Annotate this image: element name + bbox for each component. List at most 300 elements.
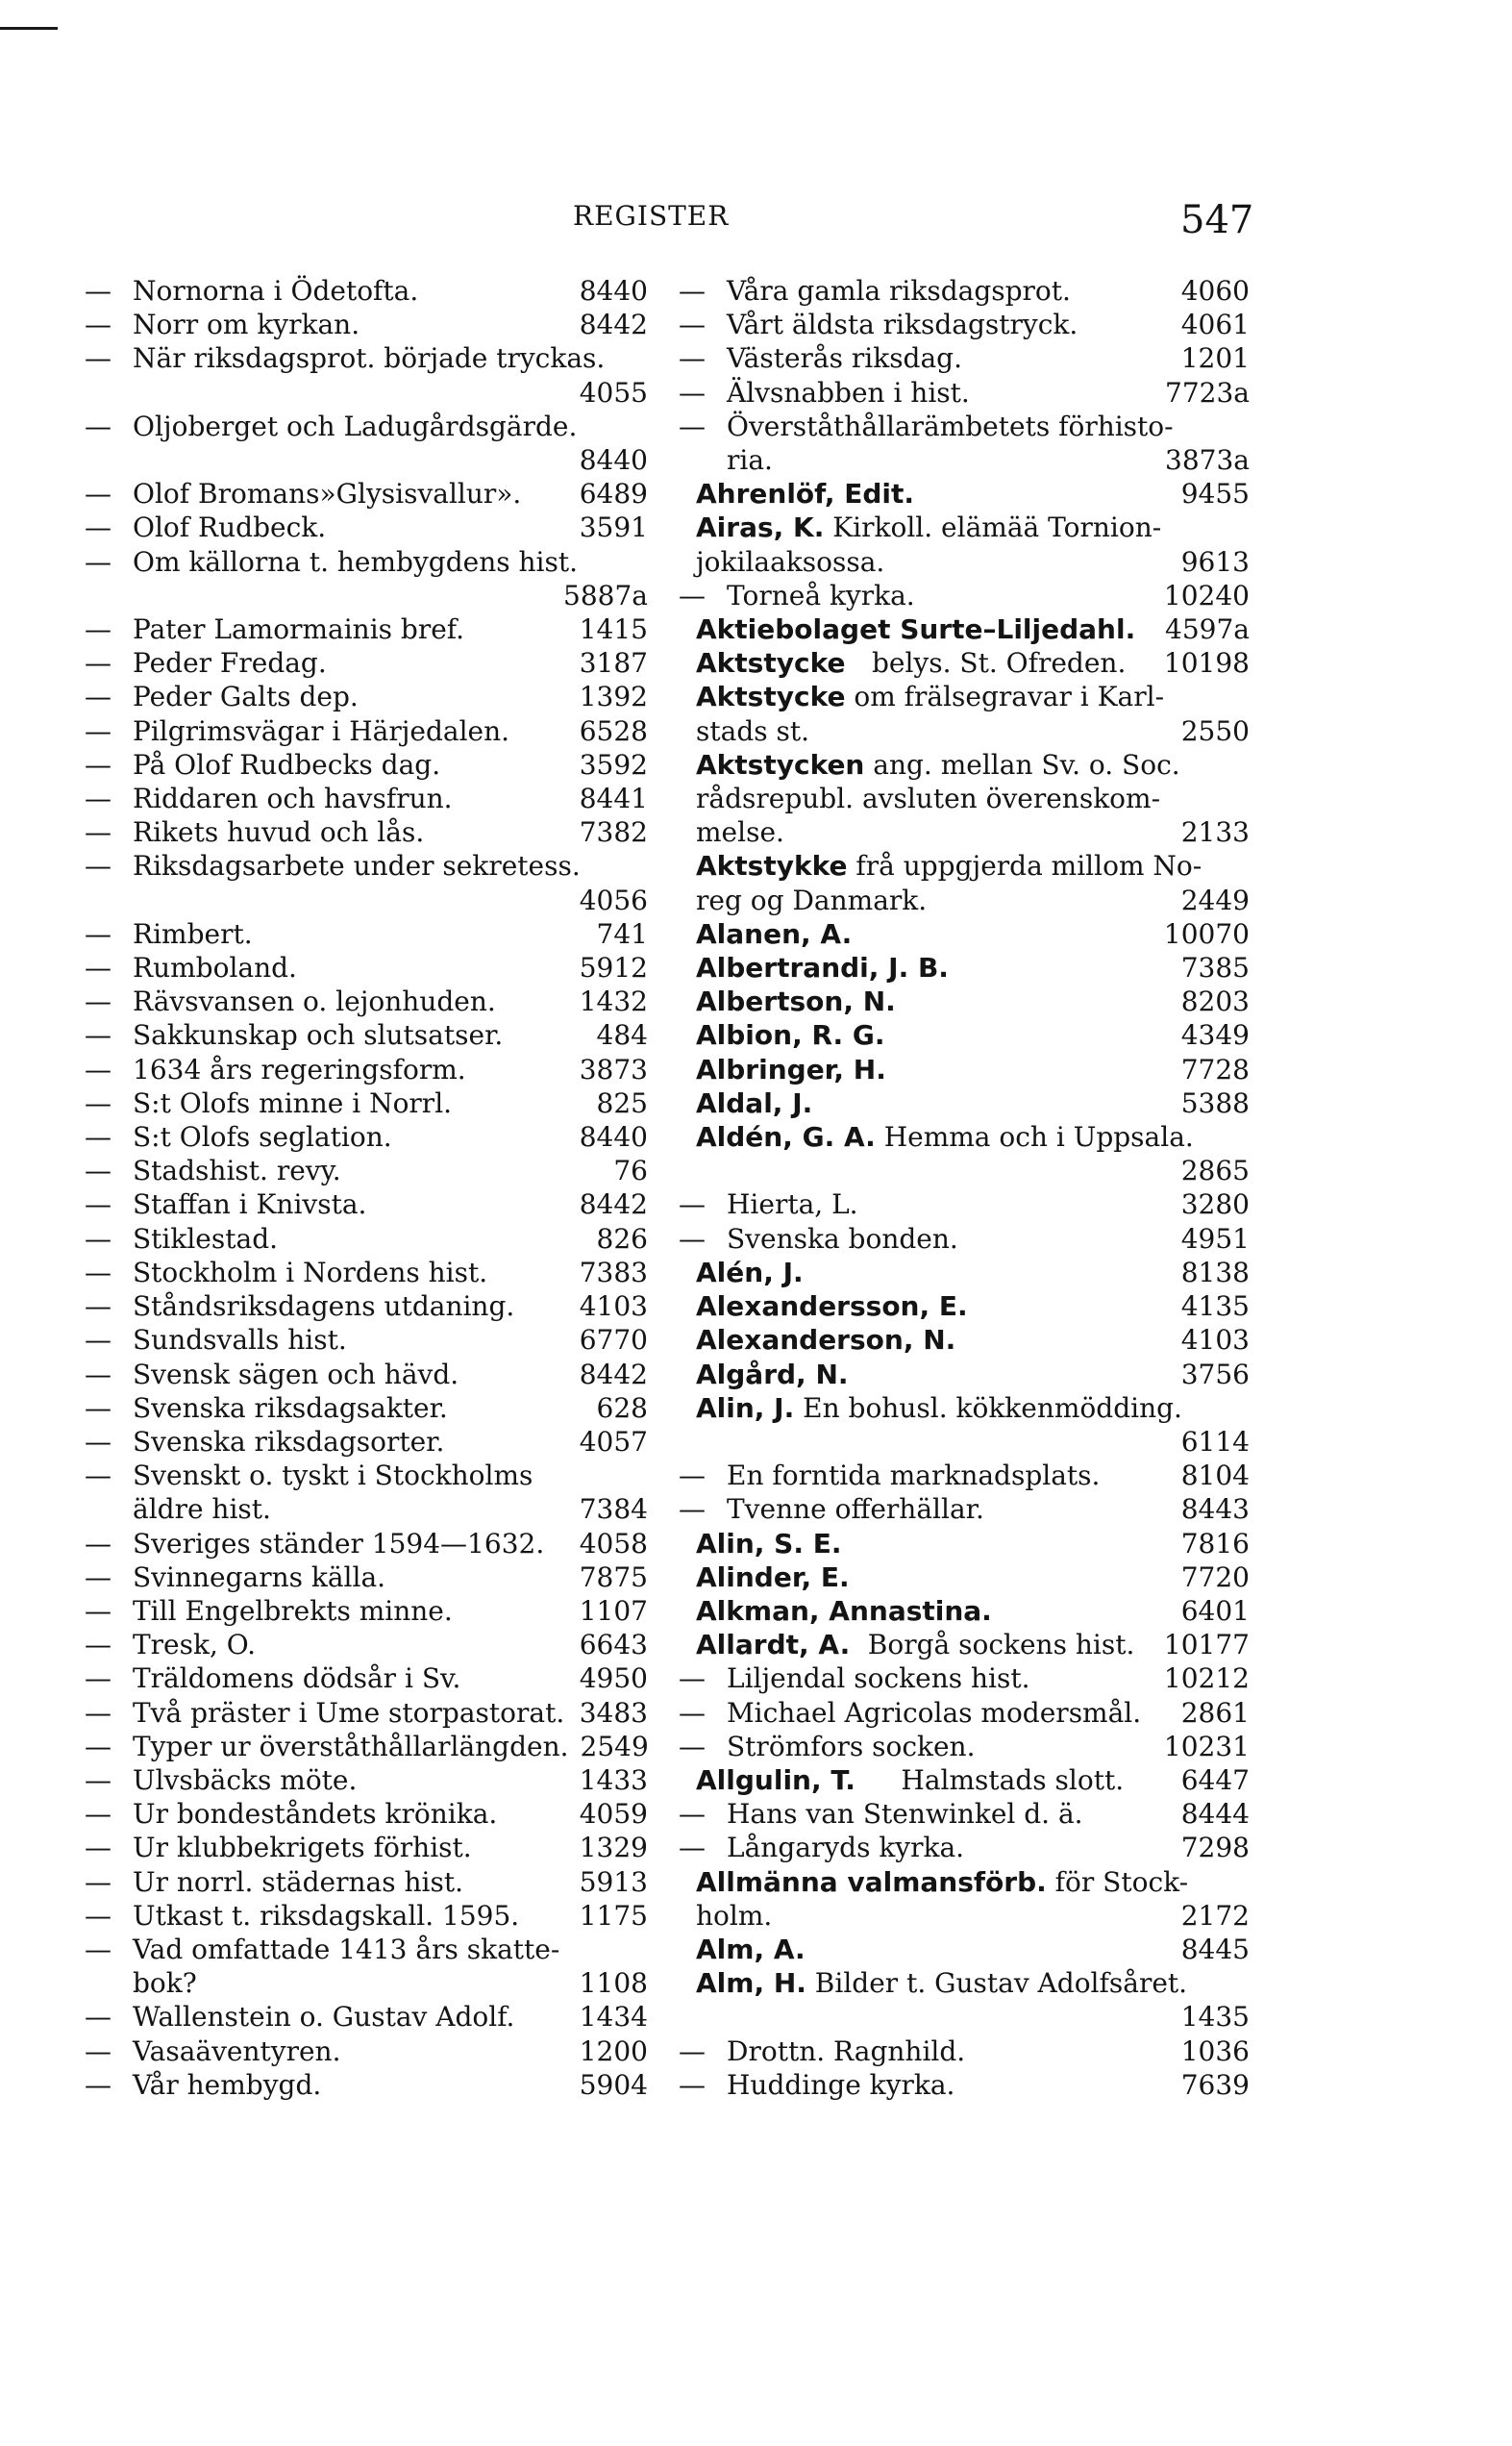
continuation-dash: — — [85, 275, 112, 307]
entry-number: 7816 — [1180, 1527, 1250, 1560]
index-entry — [85, 1222, 648, 1256]
entry-title: Stadshist. revy. — [133, 1155, 341, 1187]
entry-title-cont: reg og Danmark. — [696, 884, 928, 916]
entry-number: 7728 — [1180, 1053, 1250, 1086]
entry-number: 7385 — [1180, 952, 1250, 985]
entry-number: 4103 — [1180, 1324, 1250, 1357]
continuation-dash: — — [85, 1188, 112, 1221]
index-entry — [679, 1865, 1250, 1933]
entry-title: Borgå sockens hist. — [867, 1629, 1135, 1661]
entry-number: 7382 — [579, 816, 648, 849]
entry-title: Torneå kyrka. — [727, 579, 915, 612]
index-entry — [85, 1391, 648, 1425]
entry-title: Staffan i Knivsta. — [133, 1188, 367, 1221]
entry-title: Svenskt o. tyskt i Stockholms — [133, 1460, 533, 1492]
entry-number: 8442 — [579, 309, 648, 341]
entry-title: Oljoberget och Ladugårdsgärde. — [133, 410, 578, 442]
entry-number: 3280 — [1180, 1188, 1250, 1221]
entry-title: Rikets huvud och lås. — [133, 816, 425, 849]
index-entry — [679, 1763, 1250, 1797]
entry-number: 8203 — [1180, 986, 1250, 1018]
entry-title: Norr om kyrkan. — [133, 309, 360, 341]
continuation-dash: — — [85, 1391, 112, 1424]
continuation-dash: — — [85, 478, 112, 511]
page-number: 547 — [1180, 198, 1254, 242]
continuation-dash: — — [85, 1527, 112, 1560]
index-entry — [679, 341, 1250, 375]
continuation-dash: — — [85, 410, 112, 442]
index-entry — [85, 1154, 648, 1187]
entry-number: 8443 — [1180, 1493, 1250, 1526]
index-entry — [85, 951, 648, 985]
entry-title: Utkast t. riksdagskall. 1595. — [133, 1899, 520, 1932]
entry-number: 2133 — [1180, 816, 1250, 849]
index-entry — [85, 1459, 648, 1526]
entry-number: 4055 — [579, 376, 648, 409]
index-entry — [679, 1323, 1250, 1357]
index-entry — [85, 1527, 648, 1560]
continuation-dash: — — [85, 1730, 112, 1762]
entry-author: Albertrandi, J. B. — [696, 952, 949, 985]
index-entry — [679, 1696, 1250, 1730]
entry-title: Wallenstein o. Gustav Adolf. — [133, 2001, 515, 2034]
index-entry — [679, 1120, 1250, 1187]
entry-number: 7639 — [1180, 2068, 1250, 2101]
entry-title: Drottn. Ragnhild. — [727, 2034, 966, 2067]
index-entry — [85, 274, 648, 308]
continuation-dash: — — [85, 1019, 112, 1052]
continuation-dash: — — [85, 613, 112, 646]
entry-title: Långaryds kyrka. — [727, 1832, 965, 1864]
entry-author: Allmänna valmansförb. — [696, 1865, 1047, 1898]
index-entry — [85, 1120, 648, 1154]
index-entry — [85, 308, 648, 341]
continuation-dash: — — [85, 1899, 112, 1932]
entry-title: Vår hembygd. — [133, 2068, 322, 2101]
entry-title: Våra gamla riksdagsprot. — [727, 275, 1071, 307]
index-entry — [85, 680, 648, 713]
index-entry — [679, 951, 1250, 985]
index-entry — [679, 1560, 1250, 1594]
index-entry — [679, 1391, 1250, 1459]
continuation-dash: — — [85, 2034, 112, 2067]
index-entry — [85, 849, 648, 916]
index-entry — [85, 985, 648, 1018]
index-entry — [85, 1053, 648, 1086]
entry-title: ang. mellan Sv. o. Soc. — [864, 748, 1180, 781]
index-entry — [679, 680, 1250, 747]
entry-number: 5887a — [563, 579, 648, 612]
entry-author: Alanen, A. — [696, 917, 853, 950]
entry-number: 2549 — [580, 1730, 649, 1762]
index-entry — [679, 985, 1250, 1018]
entry-number: 6643 — [579, 1629, 648, 1661]
entry-author: Aldal, J. — [696, 1086, 813, 1119]
continuation-dash: — — [679, 410, 706, 442]
entry-number: 8440 — [579, 1121, 648, 1154]
continuation-dash: — — [85, 850, 112, 883]
index-entry — [679, 1933, 1250, 1966]
entry-number: 628 — [596, 1391, 648, 1424]
index-entry — [679, 1594, 1250, 1628]
continuation-dash: — — [85, 714, 112, 747]
entry-title: 1634 års regeringsform. — [133, 1053, 466, 1086]
index-entry — [679, 1222, 1250, 1256]
continuation-dash: — — [85, 309, 112, 341]
entry-number: 8442 — [579, 1188, 648, 1221]
entry-title-cont: jokilaaksossa. — [696, 545, 885, 578]
entry-number: 8445 — [1180, 1933, 1250, 1965]
entry-title: Svenska riksdagsakter. — [133, 1391, 448, 1424]
entry-author: Alin, S. E. — [696, 1527, 842, 1560]
entry-number: 7723a — [1165, 376, 1250, 409]
entry-title: En bohusl. kökkenmödding. — [794, 1391, 1182, 1424]
index-entry — [85, 917, 648, 951]
continuation-dash: — — [85, 816, 112, 849]
top-rule — [0, 27, 58, 30]
entry-number: 2172 — [1180, 1899, 1250, 1932]
continuation-dash: — — [85, 1460, 112, 1492]
entry-number: 10070 — [1163, 917, 1250, 950]
entry-title: för Stock- — [1046, 1865, 1189, 1898]
index-column-right — [679, 274, 1250, 2102]
continuation-dash: — — [679, 1662, 706, 1695]
index-entry — [85, 748, 648, 782]
entry-number: 1415 — [579, 613, 648, 646]
index-entry — [85, 341, 648, 409]
index-entry — [85, 1018, 648, 1052]
entry-title: Rumboland. — [133, 952, 297, 985]
entry-number: 826 — [596, 1222, 648, 1255]
entry-number: 7298 — [1180, 1832, 1250, 1864]
entry-number: 1329 — [579, 1832, 648, 1864]
entry-title-cont: bok? — [133, 1967, 197, 2000]
index-entry — [85, 1730, 648, 1763]
entry-title: S:t Olofs minne i Norrl. — [133, 1086, 453, 1119]
entry-title: Om källorna t. hembygdens hist. — [133, 545, 579, 578]
index-entry — [679, 1358, 1250, 1391]
entry-title: Stiklestad. — [133, 1222, 279, 1255]
entry-author: Alinder, E. — [696, 1560, 850, 1593]
entry-title: Träldomens dödsår i Sv. — [133, 1662, 461, 1695]
index-entry — [85, 410, 648, 477]
index-entry — [679, 1831, 1250, 1864]
entry-title: Hemma och i Uppsala. — [875, 1121, 1194, 1154]
entry-number: 4061 — [1180, 309, 1250, 341]
entry-author: Alén, J. — [696, 1256, 804, 1288]
entry-author: Alkman, Annastina. — [696, 1594, 992, 1627]
continuation-dash: — — [85, 1933, 112, 1965]
entry-number: 4059 — [579, 1798, 648, 1831]
index-entry — [85, 1086, 648, 1120]
entry-title-cont: holm. — [696, 1899, 773, 1932]
continuation-dash: — — [85, 1086, 112, 1119]
index-entry — [679, 849, 1250, 916]
entry-title: Liljendal sockens hist. — [727, 1662, 1030, 1695]
index-entry — [85, 2000, 648, 2034]
index-entry — [679, 511, 1250, 578]
continuation-dash: — — [85, 783, 112, 815]
continuation-dash: — — [85, 1121, 112, 1154]
entry-title: Ur klubbekrigets förhist. — [133, 1832, 472, 1864]
continuation-dash: — — [85, 2068, 112, 2101]
continuation-dash: — — [679, 376, 706, 409]
continuation-dash: — — [679, 2034, 706, 2067]
index-entry — [85, 612, 648, 646]
entry-title: Halmstads slott. — [901, 1763, 1125, 1796]
entry-title: Huddinge kyrka. — [727, 2068, 955, 2101]
index-entry — [85, 1763, 648, 1797]
entry-number: 3591 — [579, 512, 648, 544]
continuation-dash: — — [85, 986, 112, 1018]
entry-author: Airas, K. — [696, 512, 825, 544]
entry-title: Svinnegarns källa. — [133, 1560, 386, 1593]
entry-number: 3483 — [579, 1696, 648, 1729]
index-column-left — [85, 274, 648, 2102]
entry-author: Albion, R. G. — [696, 1019, 885, 1052]
continuation-dash: — — [679, 275, 706, 307]
index-entry — [679, 1289, 1250, 1323]
entry-number: 4597a — [1165, 613, 1250, 646]
index-entry — [679, 646, 1250, 680]
index-entry — [679, 1527, 1250, 1560]
continuation-dash: — — [679, 1460, 706, 1492]
entry-author: Allgulin, T. — [696, 1763, 855, 1796]
index-entry — [679, 1086, 1250, 1120]
continuation-dash: — — [85, 917, 112, 950]
entry-title: Peder Galts dep. — [133, 681, 359, 713]
entry-number: 2861 — [1180, 1696, 1250, 1729]
index-entry — [679, 1797, 1250, 1831]
continuation-dash: — — [85, 1222, 112, 1255]
entry-number: 2865 — [1180, 1155, 1250, 1187]
entry-title: Rävsvansen o. lejonhuden. — [133, 986, 496, 1018]
index-entry — [85, 1661, 648, 1695]
index-entry — [679, 1730, 1250, 1763]
index-entry — [85, 1933, 648, 2000]
continuation-dash: — — [85, 1696, 112, 1729]
index-entry — [85, 477, 648, 511]
entry-number: 4950 — [579, 1662, 648, 1695]
continuation-dash: — — [85, 681, 112, 713]
entry-title: Vårt äldsta riksdagstryck. — [727, 309, 1078, 341]
continuation-dash: — — [85, 1560, 112, 1593]
entry-title: Typer ur överståthållarlängden. — [133, 1730, 569, 1762]
index-entry — [85, 545, 648, 612]
index-entry — [85, 1899, 648, 1933]
continuation-dash: — — [85, 1798, 112, 1831]
entry-title: Olof Rudbeck. — [133, 512, 327, 544]
index-entry — [679, 308, 1250, 341]
entry-number: 6114 — [1180, 1425, 1250, 1458]
entry-number: 2449 — [1180, 884, 1250, 916]
continuation-dash: — — [679, 1222, 706, 1255]
index-entry — [679, 1628, 1250, 1661]
entry-author: Albertson, N. — [696, 986, 896, 1018]
entry-number: 5912 — [579, 952, 648, 985]
continuation-dash: — — [85, 2001, 112, 2034]
entry-number: 1433 — [579, 1763, 648, 1796]
entry-number: 9613 — [1180, 545, 1250, 578]
index-entry — [679, 748, 1250, 850]
entry-title: Tvenne offerhällar. — [727, 1493, 984, 1526]
entry-number: 6401 — [1180, 1594, 1250, 1627]
continuation-dash: — — [679, 579, 706, 612]
entry-number: 7384 — [579, 1493, 648, 1526]
continuation-dash: — — [679, 1493, 706, 1526]
index-entry — [85, 1628, 648, 1661]
entry-title: Till Engelbrekts minne. — [133, 1594, 453, 1627]
index-entry — [679, 2068, 1250, 2102]
entry-title: Sundsvalls hist. — [133, 1324, 347, 1357]
entry-number: 8442 — [579, 1358, 648, 1390]
entry-title: Peder Fredag. — [133, 647, 327, 680]
entry-number: 6770 — [579, 1324, 648, 1357]
continuation-dash: — — [679, 1832, 706, 1864]
entry-author: Alexandersson, E. — [696, 1290, 968, 1323]
entry-number: 4058 — [579, 1527, 648, 1560]
entry-number: 1200 — [579, 2034, 648, 2067]
index-entry — [679, 410, 1250, 477]
entry-title: Ur bondeståndets krönika. — [133, 1798, 498, 1831]
entry-number: 3592 — [579, 748, 648, 781]
entry-title: Vasaäventyren. — [133, 2034, 341, 2067]
index-entry — [85, 815, 648, 849]
entry-title: Älvsnabben i hist. — [727, 376, 970, 409]
continuation-dash: — — [85, 1358, 112, 1390]
entry-number: 2550 — [1180, 714, 1250, 747]
entry-title: Pilgrimsvägar i Härjedalen. — [133, 714, 510, 747]
index-entry — [85, 1831, 648, 1864]
index-entry — [85, 511, 648, 544]
entry-number: 4135 — [1180, 1290, 1250, 1323]
entry-number: 1107 — [579, 1594, 648, 1627]
entry-number: 10177 — [1163, 1629, 1250, 1661]
continuation-dash: — — [679, 1696, 706, 1729]
entry-author: Aktstykke — [696, 850, 848, 883]
index-entry — [85, 1425, 648, 1459]
entry-author: Alin, J. — [696, 1391, 795, 1424]
continuation-dash: — — [85, 1629, 112, 1661]
entry-title-cont: ria. — [727, 444, 773, 477]
entry-number: 5904 — [579, 2068, 648, 2101]
continuation-dash: — — [679, 1188, 706, 1221]
index-entry — [85, 782, 648, 815]
continuation-dash: — — [85, 1662, 112, 1695]
entry-number: 6528 — [579, 714, 648, 747]
continuation-dash: — — [85, 1832, 112, 1864]
entry-number: 10240 — [1163, 579, 1250, 612]
index-entry — [85, 1865, 648, 1899]
index-entry — [679, 1966, 1250, 2034]
entry-number: 1435 — [1180, 2001, 1250, 2034]
entry-number: 8440 — [579, 275, 648, 307]
entry-number: 4951 — [1180, 1222, 1250, 1255]
continuation-dash: — — [85, 1324, 112, 1357]
continuation-dash: — — [85, 1155, 112, 1187]
entry-number: 6489 — [579, 478, 648, 511]
entry-title: Vad omfattade 1413 års skatte- — [133, 1933, 560, 1965]
continuation-dash: — — [679, 1798, 706, 1831]
continuation-dash: — — [85, 1425, 112, 1458]
continuation-dash: — — [85, 1053, 112, 1086]
entry-author: Aktstycken — [696, 748, 865, 781]
entry-title: Olof Bromans»Glysisvallur». — [133, 478, 522, 511]
entry-number: 3873a — [1165, 444, 1250, 477]
index-entry — [679, 612, 1250, 646]
entry-title-cont: stads st. — [696, 714, 810, 747]
entry-number: 7383 — [579, 1256, 648, 1288]
index-entry — [85, 1187, 648, 1221]
entry-author: Alm, A. — [696, 1933, 806, 1965]
entry-title: Riksdagsarbete under sekretess. — [133, 850, 581, 883]
index-entry — [679, 1492, 1250, 1526]
entry-number: 4349 — [1180, 1019, 1250, 1052]
entry-title: Rimbert. — [133, 917, 253, 950]
index-entry — [679, 1018, 1250, 1052]
index-entry — [679, 1053, 1250, 1086]
entry-number: 484 — [596, 1019, 648, 1052]
entry-author: Aktiebolaget Surte–Liljedahl. — [696, 613, 1136, 646]
entry-number: 7720 — [1180, 1560, 1250, 1593]
entry-number: 8440 — [579, 444, 648, 477]
entry-number: 8138 — [1180, 1256, 1250, 1288]
entry-title-cont: rådsrepubl. avsluten överenskom- — [696, 783, 1161, 815]
entry-title-cont: äldre hist. — [133, 1493, 271, 1526]
entry-title: En forntida marknadsplats. — [727, 1460, 1101, 1492]
entry-number: 3873 — [579, 1053, 648, 1086]
entry-number: 3756 — [1180, 1358, 1250, 1390]
entry-number: 4060 — [1180, 275, 1250, 307]
continuation-dash: — — [85, 545, 112, 578]
entry-number: 76 — [613, 1155, 648, 1187]
continuation-dash: — — [85, 512, 112, 544]
entry-title: frå uppgjerda millom No- — [847, 850, 1202, 883]
entry-number: 9455 — [1180, 478, 1250, 511]
continuation-dash: — — [679, 1730, 706, 1762]
entry-title: om frälsegravar i Karl- — [845, 681, 1165, 713]
entry-author: Albringer, H. — [696, 1053, 886, 1086]
entry-title: Kirkoll. elämää Tornion- — [824, 512, 1162, 544]
continuation-dash: — — [85, 1290, 112, 1323]
index-entry — [85, 1358, 648, 1391]
entry-title: belys. St. Ofreden. — [871, 647, 1127, 680]
entry-title: Tresk, O. — [133, 1629, 256, 1661]
entry-number: 825 — [596, 1086, 648, 1119]
entry-author: Algård, N. — [696, 1358, 849, 1390]
index-entry — [85, 1594, 648, 1628]
entry-title-cont: melse. — [696, 816, 784, 849]
entry-number: 10231 — [1163, 1730, 1250, 1762]
entry-number: 5913 — [579, 1865, 648, 1898]
entry-number: 1108 — [579, 1967, 648, 2000]
index-entry — [85, 1289, 648, 1323]
entry-title: Strömfors socken. — [727, 1730, 976, 1762]
entry-title: Två präster i Ume storpastorat. — [133, 1696, 565, 1729]
entry-title: Svenska bonden. — [727, 1222, 958, 1255]
continuation-dash: — — [85, 1594, 112, 1627]
index-entry — [679, 1459, 1250, 1492]
entry-author: Alexanderson, N. — [696, 1324, 956, 1357]
continuation-dash: — — [679, 2068, 706, 2101]
index-entry — [679, 477, 1250, 511]
continuation-dash: — — [85, 748, 112, 781]
continuation-dash: — — [85, 647, 112, 680]
continuation-dash: — — [85, 342, 112, 375]
entry-author: Aktstycke — [696, 647, 846, 680]
entry-number: 10212 — [1163, 1662, 1250, 1695]
continuation-dash: — — [85, 1763, 112, 1796]
